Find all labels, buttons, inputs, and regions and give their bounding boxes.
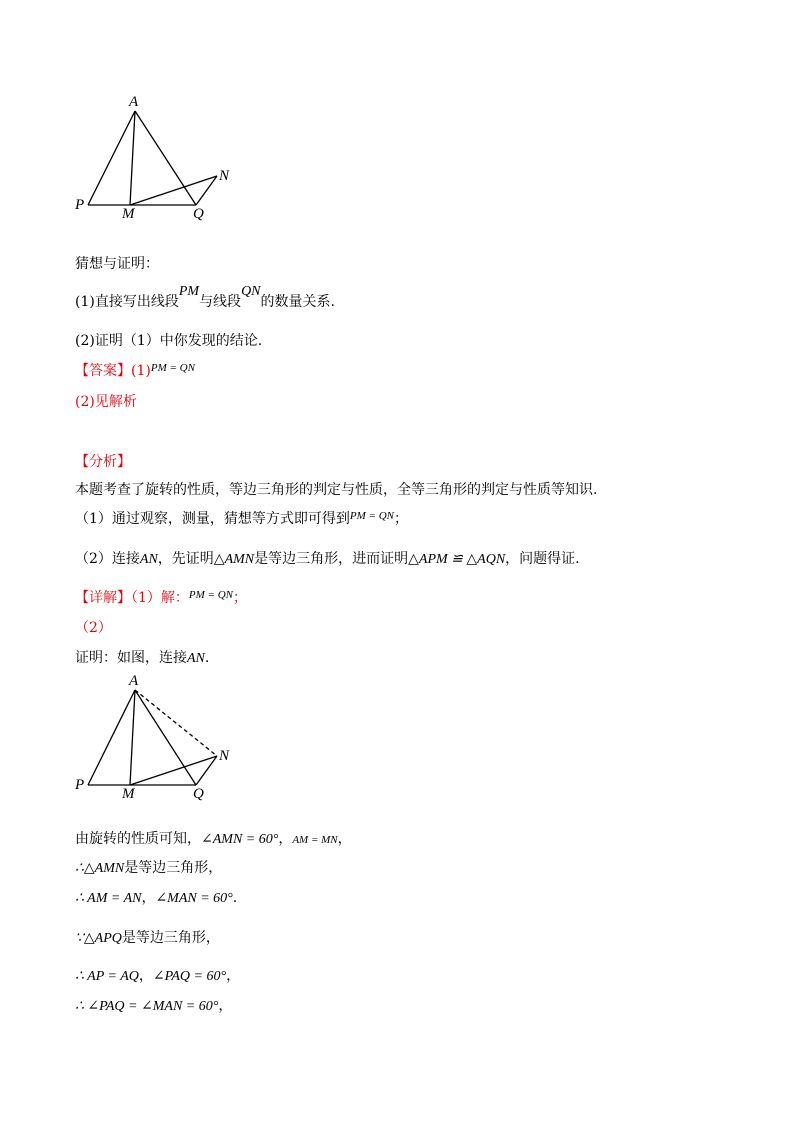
label-q-2: Q bbox=[193, 786, 204, 802]
q1-suffix: 的数量关系. bbox=[260, 294, 335, 310]
question-heading: 猜想与证明： bbox=[75, 256, 159, 272]
q1-prefix: (1)直接写出线段 bbox=[75, 294, 179, 310]
step-4-text: 是等边三角形， bbox=[121, 930, 220, 946]
analysis-p1-suffix: ； bbox=[394, 511, 408, 527]
detail-l1-math: PM = QN bbox=[188, 589, 234, 601]
step-3-math: ∴ AM = AN bbox=[75, 891, 142, 906]
step-1 bbox=[75, 829, 352, 850]
label-n-2: N bbox=[219, 748, 230, 764]
step-6-math: ∴ ∠PAQ = ∠MAN = 60° bbox=[75, 999, 219, 1014]
analysis-p2-a: （2）连接 bbox=[75, 551, 140, 567]
segment-qn-2 bbox=[196, 756, 217, 785]
step-4 bbox=[75, 928, 220, 949]
step-3 bbox=[75, 888, 237, 909]
detail-l1-prefix: （1）解： bbox=[131, 590, 189, 606]
proof-an: AN bbox=[187, 651, 205, 666]
label-a: A bbox=[129, 94, 139, 110]
step-2 bbox=[75, 858, 222, 879]
analysis-p2-an: AN bbox=[139, 552, 158, 567]
answer-tag: 【答案】 bbox=[75, 363, 131, 379]
step-6-end: ， bbox=[218, 998, 233, 1014]
step-1-angle: ∠AMN = 60° bbox=[201, 832, 279, 847]
step-1-eq: AM = MN bbox=[292, 834, 338, 846]
step-4-tri: ∵△APQ bbox=[75, 931, 122, 946]
analysis-p2-tri2: △APM ≌ △AQN bbox=[408, 552, 506, 567]
analysis-p2-c: 是等边三角形，进而证明 bbox=[254, 551, 409, 567]
label-p: P bbox=[75, 197, 85, 213]
step-1-sep: ， bbox=[278, 831, 293, 847]
step-3-sep: ， bbox=[141, 890, 156, 906]
label-a-2: A bbox=[129, 673, 139, 689]
segment-mn-2 bbox=[130, 756, 217, 785]
detail-l1-suffix: ； bbox=[233, 590, 248, 606]
step-3-end: . bbox=[232, 890, 238, 906]
step-1-end: ， bbox=[337, 831, 352, 847]
segment-aq-2 bbox=[135, 690, 196, 785]
analysis-tag: 【分析】 bbox=[75, 454, 131, 470]
proof-prefix: 证明：如图，连接 bbox=[75, 650, 187, 666]
q1-mid: 与线段 bbox=[199, 294, 242, 310]
label-m-2: M bbox=[122, 786, 135, 802]
answer-line-2: (2)见解析 bbox=[75, 394, 137, 410]
segment-am-2 bbox=[130, 690, 135, 785]
step-5-end: ， bbox=[226, 968, 241, 984]
label-p-2: P bbox=[75, 777, 85, 793]
segment-an-dashed bbox=[135, 690, 217, 756]
step-5 bbox=[75, 966, 240, 987]
q1-seg2: QN bbox=[241, 284, 261, 299]
proof-suffix: . bbox=[204, 650, 210, 666]
label-m: M bbox=[122, 206, 135, 222]
question-2: (2)证明（1）中你发现的结论. bbox=[75, 333, 263, 349]
answer-line1-math: PM = QN bbox=[150, 362, 195, 374]
analysis-intro: 本题考查了旋转的性质，等边三角形的判定与性质，全等三角形的判定与性质等知识. bbox=[75, 482, 598, 498]
step-3-angle: ∠MAN = 60° bbox=[155, 891, 233, 906]
segment-ap-2 bbox=[88, 690, 135, 785]
label-n: N bbox=[219, 168, 230, 184]
step-2-text: 是等边三角形， bbox=[124, 860, 223, 876]
detail-line-2: （2） bbox=[75, 620, 112, 636]
analysis-p1-math: PM = QN bbox=[349, 510, 394, 522]
step-2-tri: ∴△AMN bbox=[75, 861, 125, 876]
step-5-angle: ∠PAQ = 60° bbox=[152, 969, 227, 984]
analysis-p2-d: ，问题得证. bbox=[505, 551, 580, 567]
q1-seg1: PM bbox=[178, 284, 200, 299]
detail-tag: 【详解】 bbox=[75, 590, 131, 606]
answer-line1-prefix: (1) bbox=[131, 363, 151, 379]
step-6 bbox=[75, 996, 232, 1017]
analysis-p2-b: ，先证明 bbox=[157, 551, 214, 567]
step-1-prefix: 由旋转的性质可知， bbox=[75, 831, 201, 847]
step-5-sep: ， bbox=[138, 968, 153, 984]
label-q: Q bbox=[193, 206, 204, 222]
analysis-p2-tri1: △AMN bbox=[213, 552, 255, 567]
analysis-p1-prefix: （1）通过观察，测量，猜想等方式即可得到 bbox=[75, 511, 350, 527]
step-5-math: ∴ AP = AQ bbox=[75, 969, 139, 984]
